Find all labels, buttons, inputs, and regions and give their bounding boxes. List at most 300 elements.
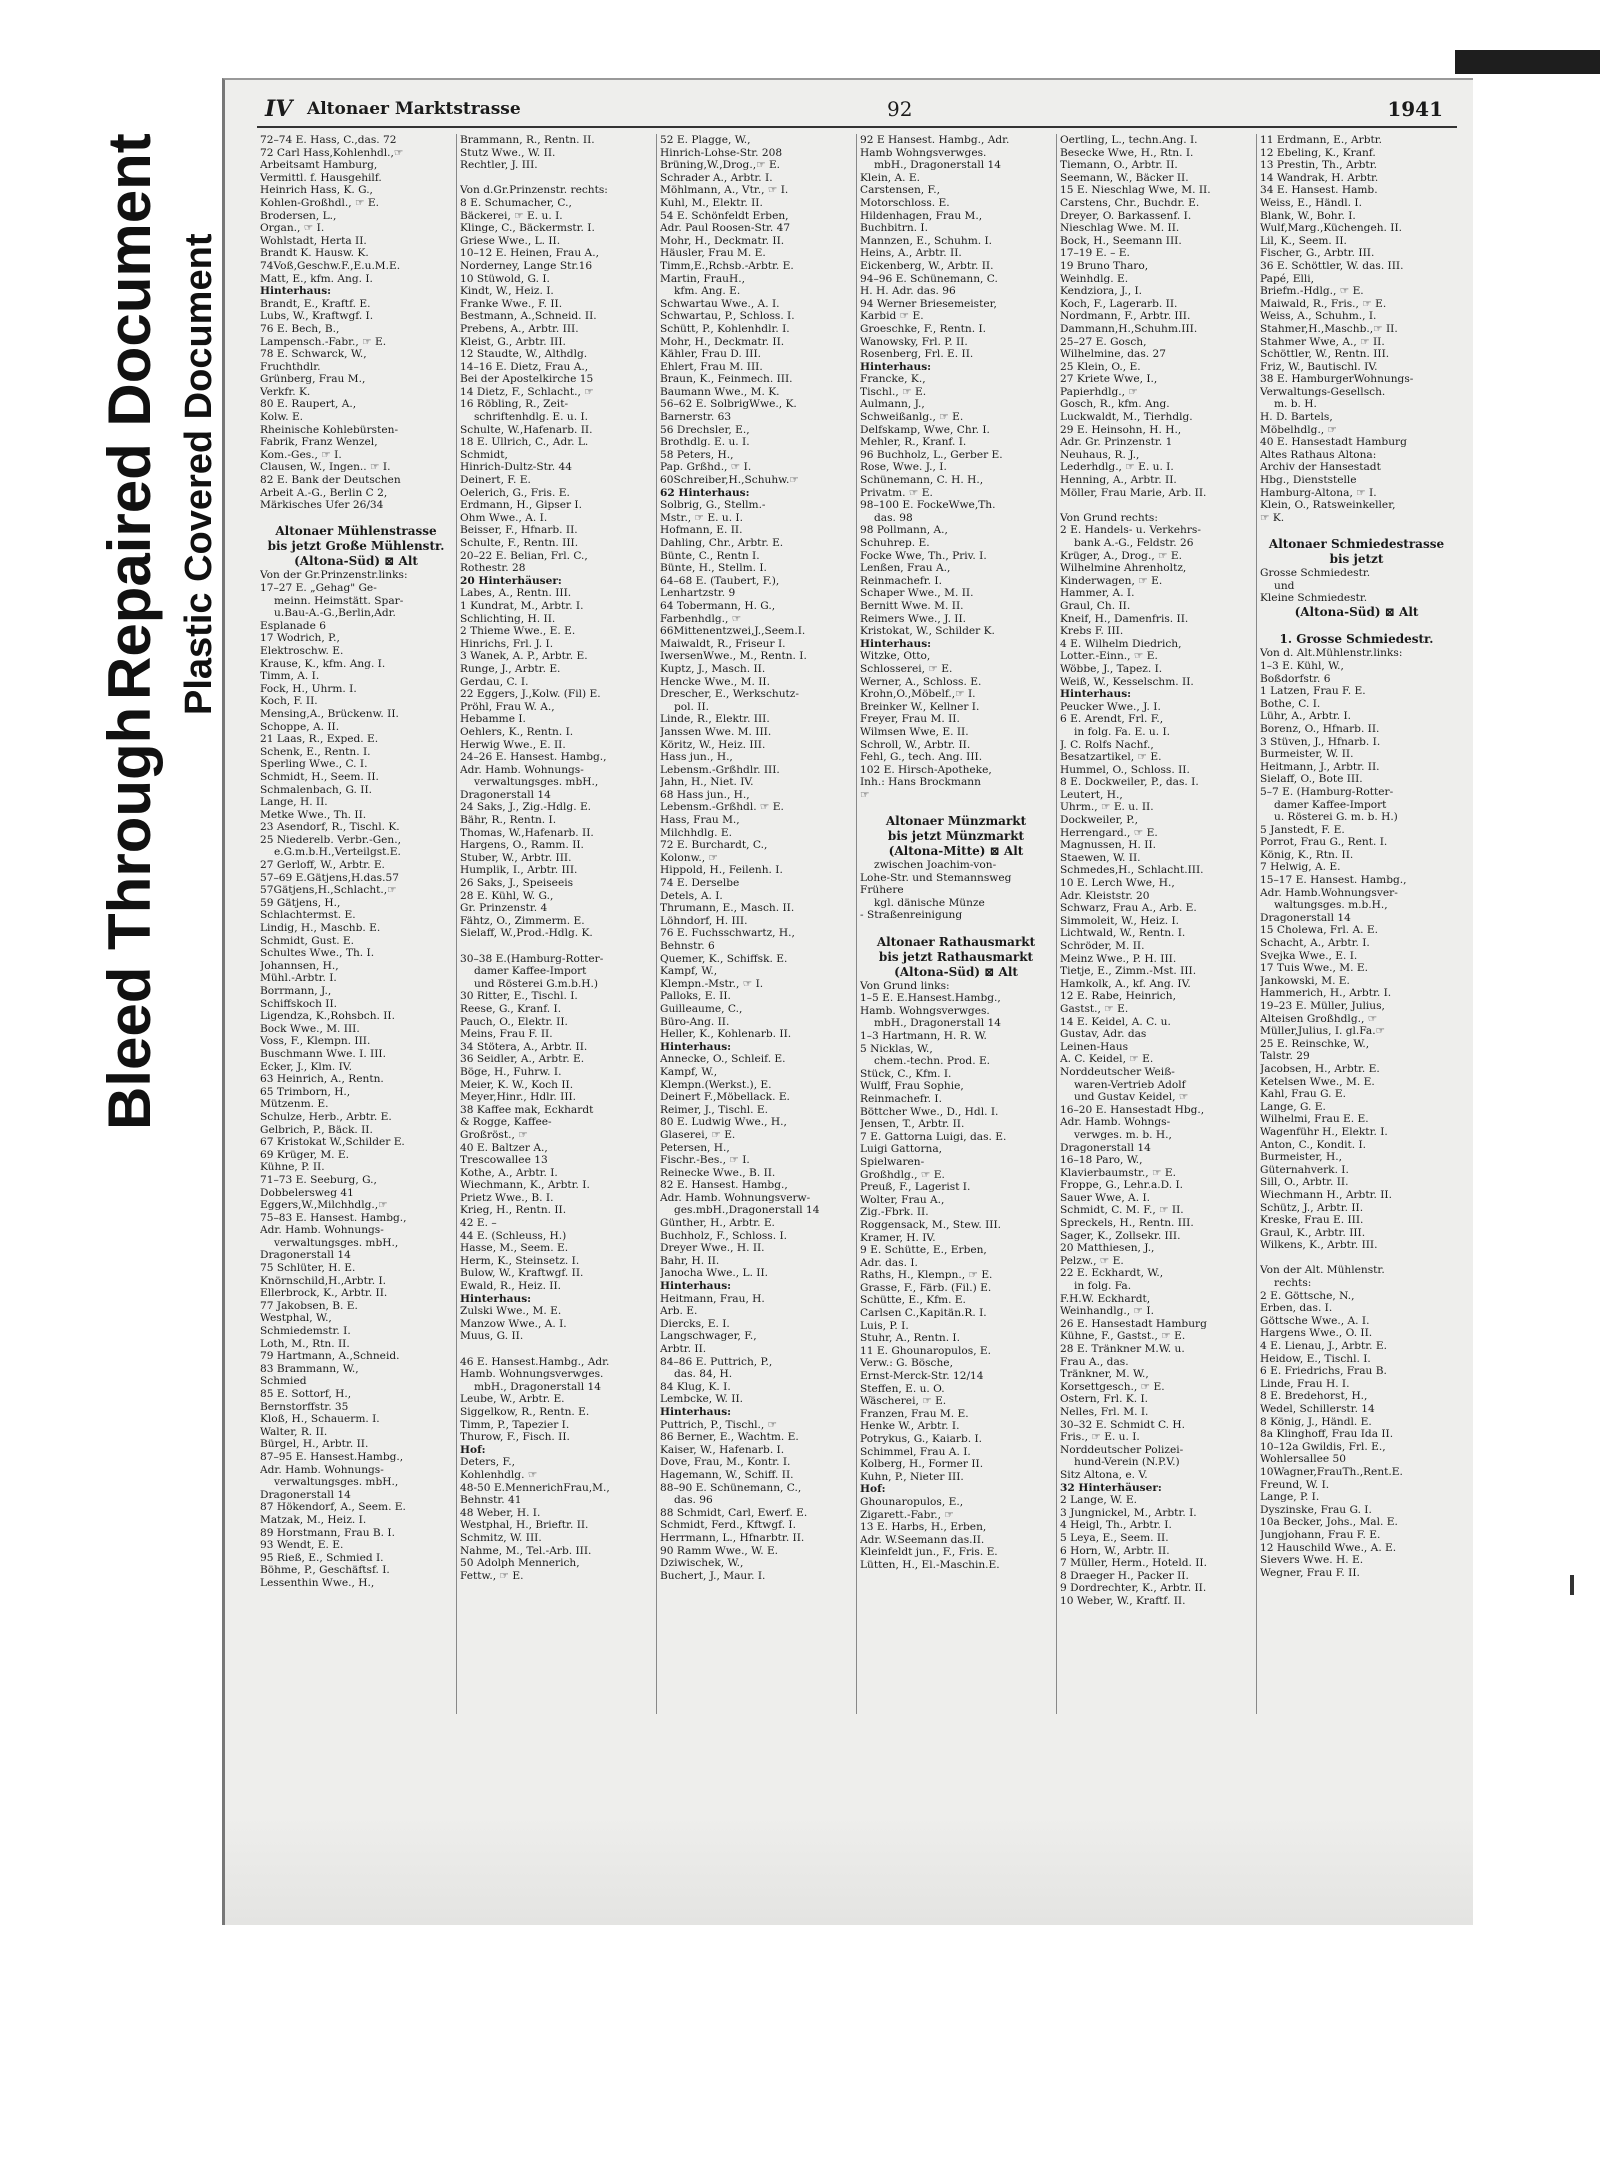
- directory-line: Schoppe, A. II.: [260, 720, 340, 733]
- directory-line: Focke Wwe, Th., Priv. I.: [860, 549, 987, 562]
- directory-line: 50 Adolph Mennerich,: [460, 1557, 580, 1570]
- directory-line: Hinrich-Dultz-Str. 44: [460, 461, 572, 474]
- directory-line: Besatzartikel, ☞ E.: [1060, 751, 1162, 764]
- directory-line: (Altona-Süd) ⊠ Alt: [894, 964, 1018, 979]
- directory-line: Klempn.-Mstr., ☞ I.: [660, 977, 764, 990]
- directory-line: 4 E. Wilhelm Diedrich,: [1060, 637, 1182, 650]
- directory-line: Frau A., das.: [1060, 1355, 1129, 1368]
- directory-line: Ohm Wwe., A. I.: [460, 511, 548, 524]
- directory-line: Ecker, J., Klm. IV.: [260, 1060, 352, 1073]
- directory-line: Reimers Wwe., J. II.: [860, 612, 967, 625]
- directory-line: Kramer, H. IV.: [860, 1231, 936, 1244]
- directory-line: Stück, C., Kfm. I.: [860, 1067, 952, 1080]
- directory-line: Graul, Ch. II.: [1060, 599, 1131, 612]
- directory-line: Leinen-Haus: [1060, 1040, 1129, 1053]
- directory-line: Hinrichs, Frl. J. I.: [460, 637, 554, 650]
- directory-line: Kreske, Frau E. III.: [1260, 1214, 1364, 1227]
- directory-line: 72 Carl Hass,Kohlenhdl.,☞: [260, 146, 404, 159]
- directory-line: bank A.-G., Feldstr. 26: [1074, 537, 1194, 549]
- directory-line: Heidow, E., Tischl. I.: [1260, 1352, 1371, 1365]
- directory-line: Hinterhaus:: [660, 1280, 732, 1293]
- directory-line: Buchbitrn. I.: [860, 222, 928, 235]
- directory-line: Fruchthdlr.: [260, 360, 321, 373]
- directory-line: damer Kaffee-Import: [1274, 798, 1387, 811]
- directory-line: Prebens, A., Arbtr. III.: [460, 322, 579, 335]
- directory-line: Günther, H., Arbtr. E.: [660, 1217, 775, 1230]
- directory-line: Adr. Hamb. Wohnungs-: [260, 1224, 384, 1237]
- directory-line: Labes, A., Rentn. III.: [460, 587, 572, 600]
- directory-line: 80 E. Raupert, A.,: [260, 398, 357, 411]
- directory-line: Schmied: [260, 1375, 307, 1388]
- directory-line: 8 E. Dockweiler, P., das. I.: [1060, 776, 1199, 789]
- directory-line: 75 Schlüter, H. E.: [260, 1262, 356, 1275]
- directory-line: Milchhdlg. E.: [660, 826, 732, 839]
- directory-line: Langschwager, F.,: [660, 1330, 757, 1343]
- directory-line: Barnerstr. 63: [660, 411, 732, 424]
- directory-line: Adr. Hamb.Wohnungsver-: [1260, 886, 1398, 899]
- directory-line: Wanowsky, Frl. P. II.: [860, 335, 968, 348]
- directory-line: Wedel, Schillerstr. 14: [1260, 1403, 1375, 1415]
- directory-line: 17 Wodrich, P.,: [260, 632, 340, 645]
- directory-line: Quemer, K., Schiffsk. E.: [660, 952, 788, 965]
- directory-line: 36 Seidler, A., Arbtr. E.: [460, 1053, 585, 1066]
- directory-line: Zulski Wwe., M. E.: [460, 1305, 562, 1318]
- directory-line: 9 E. Schütte, E., Erben,: [860, 1244, 987, 1257]
- directory-line: Steffen, E. u. O.: [860, 1382, 945, 1395]
- directory-line: 10 Weber, W., Kraftf. II.: [1060, 1594, 1186, 1607]
- directory-line: bis jetzt Rathausmarkt: [878, 949, 1034, 964]
- directory-line: Hinterhaus:: [660, 1040, 732, 1053]
- directory-line: Schulte, W.,Hafenarb. II.: [460, 423, 593, 436]
- directory-line: (Altona-Süd) ⊠ Alt: [294, 554, 418, 569]
- directory-line: Lange, P. I.: [1260, 1491, 1320, 1504]
- directory-line: Wilhelmi, Frau E. E.: [1260, 1113, 1369, 1126]
- directory-line: Friz, W., Bautischl. IV.: [1260, 360, 1378, 373]
- directory-line: 10–12a Gwildis, Frl. E.,: [1260, 1440, 1386, 1453]
- directory-line: Gustav, Adr. das: [1060, 1028, 1147, 1041]
- directory-line: Esplanade 6: [260, 619, 326, 632]
- directory-line: Karbid ☞ E.: [860, 310, 924, 323]
- directory-line: 59 Gätjens, H.,: [260, 896, 341, 909]
- directory-line: Tiemann, O., Arbtr. II.: [1060, 159, 1178, 172]
- directory-line: 1 Latzen, Frau F. E.: [1260, 685, 1366, 698]
- directory-line: Dahling, Chr., Arbtr. E.: [660, 537, 784, 549]
- directory-line: Schenk, E., Rentn. I.: [260, 745, 371, 758]
- directory-line: Brammann, R., Rentn. II.: [460, 134, 595, 146]
- directory-line: das. 98: [874, 511, 913, 524]
- directory-line: Von d.Gr.Prinzenstr. rechts:: [460, 184, 608, 197]
- directory-line: Timm, A. I.: [260, 670, 320, 683]
- directory-line: Organ., ☞ I.: [260, 222, 325, 235]
- directory-line: Annecke, O., Schleif. E.: [660, 1053, 786, 1066]
- directory-line: 57Gätjens,H.,Schlacht.,☞: [260, 884, 397, 897]
- directory-line: 52 E. Plagge, W.,: [660, 134, 751, 146]
- directory-line: Braun, K., Feinmech. III.: [660, 373, 793, 386]
- directory-line: 67 Kristokat W.,Schilder E.: [260, 1136, 405, 1149]
- directory-line: Sill, O., Arbtr. II.: [1260, 1176, 1349, 1189]
- directory-line: 30–32 E. Schmidt C. H.: [1060, 1418, 1186, 1431]
- directory-line: 30–38 E.(Hamburg-Rotter-: [460, 952, 604, 965]
- directory-line: Weiss, E., Händl. I.: [1260, 196, 1362, 209]
- directory-line: Deinert F.,Möbellack. E.: [660, 1091, 790, 1104]
- directory-line: Siggelkow, R., Rentn. E.: [460, 1405, 590, 1418]
- directory-line: 17–27 E. „Gehag" Ge-: [260, 582, 377, 594]
- directory-line: Seemann, W., Bäcker II.: [1060, 171, 1189, 184]
- directory-line: 40 E. Baltzer A.,: [460, 1141, 548, 1154]
- directory-line: 68 Hass jun., H.,: [660, 788, 750, 801]
- directory-line: 74 E. Derselbe: [660, 877, 740, 890]
- directory-line: 14 Wandrak, H. Arbtr.: [1260, 171, 1379, 184]
- directory-line: 7 Helwig, A. E.: [1260, 861, 1341, 874]
- directory-line: Mützenm. E.: [260, 1098, 329, 1111]
- directory-line: Carlsen C.,Kapitän.R. I.: [860, 1307, 987, 1320]
- directory-line: Fris., ☞ E. u. I.: [1060, 1431, 1140, 1444]
- directory-line: Nordmann, F., Arbtr. III.: [1060, 310, 1191, 323]
- directory-line: Kahl, Frau G. E.: [1260, 1088, 1347, 1101]
- directory-line: Klempn.(Werkst.), E.: [660, 1078, 772, 1091]
- directory-line: Kindt, W., Heiz. I.: [460, 285, 554, 298]
- directory-line: Kneif, H., Damenfris. II.: [1060, 612, 1189, 625]
- directory-line: Brüning,W.,Drog.,☞ E.: [660, 159, 781, 172]
- directory-line: Pauch, O., Elektr. II.: [460, 1015, 568, 1028]
- directory-line: 2 Lange, W. E.: [1060, 1494, 1137, 1507]
- directory-line: Verkfr. K.: [260, 385, 311, 398]
- directory-line: Grünberg, Frau M.,: [260, 373, 366, 386]
- directory-line: Schütte, E., Kfm. E.: [860, 1294, 966, 1307]
- directory-line: 10 E. Lerch Wwe, H.,: [1060, 877, 1175, 890]
- directory-line: Jacobsen, H., Arbtr. E.: [1260, 1062, 1380, 1075]
- directory-line: [460, 1343, 652, 1356]
- directory-line: Meins, Frau F. II.: [460, 1028, 553, 1041]
- directory-line: Loth, M., Rtn. II.: [260, 1337, 350, 1350]
- directory-line: Lubs, W., Kraftwgf. I.: [260, 310, 374, 323]
- directory-line: Diercks, E. I.: [660, 1317, 730, 1330]
- directory-line: 21 Laas, R., Exped. E.: [260, 733, 379, 746]
- directory-line: Dragonerstall 14: [460, 788, 551, 801]
- directory-line: Reimer, J., Tischl. E.: [660, 1103, 768, 1116]
- page-bottom-margin: [225, 1815, 1473, 1925]
- directory-line: Wegner, Frau F. II.: [1260, 1566, 1360, 1579]
- directory-line: 12 Staudte, W., Althdlg.: [460, 348, 588, 361]
- directory-line: Hbg., Dienststelle: [1260, 474, 1357, 487]
- directory-line: Martin, FrauH.,: [660, 272, 745, 285]
- directory-line: Lange, G. E.: [1260, 1100, 1326, 1113]
- directory-line: Lembcke, W. II.: [660, 1393, 743, 1406]
- directory-line: 56–62 E. SolbrigWwe., K.: [660, 398, 797, 411]
- directory-line: m. b. H.: [1274, 398, 1317, 411]
- directory-line: bis jetzt: [1329, 552, 1384, 566]
- directory-line: Bürgel, H., Arbtr. II.: [260, 1438, 369, 1451]
- directory-line: Erben, das. I.: [1260, 1302, 1333, 1315]
- directory-line: 2 E. Handels- u. Verkehrs-: [1060, 524, 1201, 537]
- directory-line: 60Schreiber,H.,Schuhw.☞: [660, 474, 799, 487]
- directory-line: Tränkner, M. W.,: [1060, 1368, 1149, 1381]
- directory-line: 6 Horn, W., Arbtr. II.: [1060, 1544, 1170, 1557]
- directory-line: 87 Hökendorf, A., Seem. E.: [260, 1501, 406, 1514]
- directory-line: 11 E. Ghounaropulos, E.: [860, 1344, 992, 1357]
- directory-line: Francke, K.,: [860, 373, 926, 386]
- directory-line: 74Voß,Geschw.F.,E.u.M.E.: [260, 259, 401, 272]
- directory-line: 3 Stüven, J., Hfnarb. I.: [1260, 735, 1381, 748]
- directory-line: Sperling Wwe., C. I.: [260, 758, 368, 771]
- directory-line: 85 E. Sottorf, H.,: [260, 1388, 352, 1400]
- directory-line: und Gustav Keidel, ☞: [1074, 1091, 1189, 1104]
- directory-line: Großröst., ☞: [460, 1128, 528, 1141]
- directory-line: Hinterhaus:: [860, 360, 932, 373]
- directory-line: Eggers,W.,Milchhdlg.,☞: [260, 1199, 388, 1212]
- directory-line: Von der Gr.Prinzenstr.links:: [260, 569, 408, 582]
- directory-line: 75–83 E. Hansest. Hambg.,: [260, 1211, 407, 1224]
- directory-line: 82 E. Hansest. Hambg.,: [660, 1179, 788, 1192]
- directory-line: Oertling, L., techn.Ang. I.: [1060, 134, 1198, 146]
- directory-line: und Rösterei G.m.b.H.): [474, 977, 598, 990]
- directory-line: bis jetzt Große Mühlenstr.: [267, 539, 445, 554]
- directory-line: 72 E. Burchardt, C.,: [660, 839, 768, 852]
- directory-line: Kolw. E.: [260, 411, 304, 424]
- directory-line: Schiffskoch II.: [260, 997, 338, 1010]
- directory-line: Schrader A., Arbtr. I.: [660, 171, 773, 184]
- directory-column-3: [657, 134, 857, 1714]
- directory-line: Kühne, F., Gastst., ☞ E.: [1060, 1330, 1186, 1343]
- bleed-through-label: Bleed Through: [96, 706, 163, 1130]
- directory-line: Farbenhdlg., ☞: [660, 612, 742, 625]
- directory-line: verwaltungsges. mbH.,: [274, 1236, 399, 1249]
- directory-line: Maiwaldt, R., Friseur I.: [660, 637, 786, 650]
- directory-line: Böge, H., Fuhrw. I.: [460, 1065, 562, 1078]
- directory-line: Ehlert, Frau M. III.: [660, 360, 763, 373]
- directory-line: Kuhn, P., Nieter III.: [860, 1470, 964, 1483]
- directory-line: Rothestr. 28: [460, 562, 526, 575]
- directory-line: Kähler, Frau D. III.: [660, 348, 762, 361]
- directory-line: Magnussen, H. II.: [1060, 839, 1157, 852]
- directory-line: 77 Jakobsen, B. E.: [260, 1299, 358, 1312]
- directory-line: 48 Weber, H. I.: [460, 1506, 541, 1519]
- directory-line: mbH., Dragonerstall 14: [874, 1017, 1001, 1030]
- directory-line: Nahme, M., Tel.-Arb. III.: [460, 1544, 592, 1557]
- directory-line: Hamkolk, A., kf. Ang. IV.: [1060, 977, 1191, 990]
- directory-line: Bock, H., Seemann III.: [1060, 234, 1182, 247]
- directory-line: Sauer Wwe, A. I.: [1060, 1191, 1150, 1204]
- directory-line: Weiss, A., Schuhm., I.: [1260, 310, 1377, 323]
- directory-line: 64 Tobermann, H. G.,: [660, 599, 776, 612]
- directory-line: Von der Alt. Mühlenstr.: [1260, 1264, 1385, 1277]
- directory-line: Borrmann, J.,: [260, 985, 332, 997]
- directory-line: Hass jun., H.,: [660, 751, 733, 764]
- directory-line: Fehl, G., tech. Ang. III.: [860, 751, 983, 764]
- directory-line: mbH., Dragonerstall 14: [474, 1380, 601, 1393]
- directory-line: Gastst., ☞ E.: [1060, 1002, 1129, 1015]
- directory-line: Altonaer Schmiedestrasse: [1268, 537, 1445, 551]
- directory-line: 8 König, J., Händl. E.: [1260, 1415, 1372, 1428]
- directory-line: Sager, K., Zollsekr. III.: [1060, 1229, 1181, 1242]
- directory-line: 5–7 E. (Hamburg-Rotter-: [1260, 785, 1394, 798]
- directory-line: schriftenhdlg. E. u. I.: [474, 411, 589, 424]
- directory-line: Buchert, J., Maur. I.: [660, 1569, 766, 1582]
- directory-line: 38 E. HamburgerWohnungs-: [1260, 373, 1414, 386]
- directory-line: Buchholz, F., Schloss. I.: [660, 1229, 788, 1242]
- directory-line: Adr. W.Seemann das.II.: [860, 1533, 985, 1546]
- directory-line: Franke Wwe., F. II.: [460, 297, 563, 310]
- directory-columns: [257, 134, 1457, 1714]
- directory-line: Stahmer Wwe, A., ☞ II.: [1260, 335, 1385, 348]
- directory-line: Witzke, Otto,: [860, 650, 931, 663]
- directory-line: Manzow Wwe., A. I.: [460, 1317, 567, 1330]
- directory-line: Märkisches Ufer 26/34: [260, 499, 384, 512]
- directory-line: Hildenhagen, Frau M.,: [860, 209, 983, 222]
- directory-line: Heller, K., Kohlenarb. II.: [660, 1028, 792, 1041]
- directory-line: 22 Eggers, J.,Kolw. (Fil) E.: [460, 688, 601, 701]
- directory-line: 8 Draeger H., Packer II.: [1060, 1569, 1189, 1582]
- directory-line: Kleine Schmiedestr.: [1260, 592, 1368, 605]
- directory-line: Kendziora, J., I.: [1060, 285, 1143, 298]
- scanned-page: [222, 78, 1473, 1925]
- directory-line: Alteisen Großhdlg., ☞: [1260, 1012, 1378, 1025]
- directory-line: Freund, W. I.: [1260, 1478, 1330, 1491]
- directory-line: 84 Klug, K. I.: [660, 1380, 731, 1393]
- directory-line: 102 E. Hirsch-Apotheke,: [860, 763, 992, 776]
- directory-line: Mannzen, E., Schuhm. I.: [860, 234, 993, 247]
- directory-line: 12 Hauschild Wwe., A. E.: [1260, 1541, 1397, 1554]
- directory-line: Wiechmann, K., Arbtr. I.: [460, 1179, 590, 1192]
- directory-line: Humplik, I., Arbtr. III.: [460, 864, 578, 877]
- directory-line: Sievers Wwe. H. E.: [1260, 1554, 1364, 1567]
- directory-line: Hofmann, E. II.: [660, 524, 743, 537]
- directory-line: Kom.-Ges., ☞ I.: [260, 448, 342, 461]
- directory-line: Hippold, H., Feilenh. I.: [660, 864, 783, 877]
- directory-line: Schulze, Herb., Arbtr. E.: [260, 1110, 392, 1123]
- directory-line: Mstr., ☞ E. u. I.: [660, 511, 743, 524]
- directory-line: Stutz Wwe., W. II.: [460, 146, 556, 159]
- directory-line: Nieschlag Wwe. M. II.: [1060, 222, 1180, 235]
- directory-line: kfm. Ang. E.: [674, 285, 741, 298]
- directory-line: Simmoleit, W., Heiz. I.: [1060, 914, 1180, 927]
- directory-line: Reinmachefr. I.: [860, 574, 942, 587]
- directory-line: Schroll, W., Arbtr. II.: [860, 738, 971, 751]
- directory-line: ges.mbH.,Dragonerstall 14: [674, 1204, 820, 1217]
- directory-line: Weiß, W., Kesselschm. II.: [1060, 675, 1194, 688]
- directory-line: Sielaff, W.,Prod.-Hdlg. K.: [460, 927, 593, 940]
- directory-line: Privatm. ☞ E.: [860, 486, 933, 499]
- directory-line: Porrot, Frau G., Rent. I.: [1260, 836, 1388, 849]
- directory-line: Dragonerstall 14: [1060, 1141, 1151, 1154]
- directory-line: [1260, 524, 1453, 537]
- directory-line: 25–27 E. Gosch,: [1060, 335, 1147, 348]
- directory-line: in folg. Fa.: [1074, 1280, 1132, 1293]
- directory-line: 98 Pollmann, A.,: [860, 524, 948, 537]
- directory-line: Roggensack, M., Stew. III.: [860, 1218, 1002, 1231]
- directory-line: Meinz Wwe., P. H. III.: [1060, 952, 1177, 965]
- directory-line: Schweißanlg., ☞ E.: [860, 411, 964, 424]
- directory-line: Hargens, O., Ramm. II.: [460, 839, 584, 852]
- directory-line: Schlachtermst. E.: [260, 909, 356, 922]
- directory-line: Von Grund links:: [860, 979, 950, 992]
- directory-line: Timm,E.,Rchsb.-Arbtr. E.: [660, 259, 794, 272]
- directory-line: Behnstr. 41: [460, 1494, 522, 1507]
- directory-line: 10a Becker, Johs., Mal. E.: [1260, 1516, 1398, 1529]
- directory-line: 1. Grosse Schmiedestr.: [1279, 632, 1434, 647]
- directory-line: [260, 512, 452, 525]
- directory-line: Bei der Apostelkirche 15: [460, 373, 594, 386]
- directory-line: Schacht, A., Arbtr. I.: [1260, 937, 1370, 950]
- directory-line: Krieg, H., Rentn. II.: [460, 1204, 567, 1217]
- directory-line: Ostern, Frl. K. I.: [1060, 1393, 1149, 1406]
- directory-line: Heitmann, J., Arbtr. II.: [1260, 760, 1380, 773]
- directory-line: 48-50 E.MennerichFrau,M.,: [460, 1481, 610, 1494]
- directory-line: verwaltungsges. mbH.,: [274, 1476, 399, 1489]
- directory-line: 14 Dietz, F., Schlacht., ☞: [460, 385, 594, 398]
- directory-line: 2 E. Göttsche, N.,: [1260, 1289, 1355, 1302]
- directory-line: Heinrich Hass, K. G.,: [260, 184, 373, 197]
- directory-line: Hasse, M., Seem. E.: [460, 1242, 569, 1255]
- directory-line: Freyer, Frau M. II.: [860, 713, 960, 726]
- directory-line: Sitz Altona, e. V.: [1060, 1468, 1148, 1481]
- plastic-covered-label: Plastic Covered Document: [178, 233, 220, 715]
- directory-line: Detels, A. I.: [660, 889, 723, 902]
- directory-line: Westphal, H., Brieftr. II.: [460, 1519, 589, 1532]
- directory-line: 94 Werner Briesemeister,: [860, 297, 997, 310]
- directory-line: Kampf, W.,: [660, 965, 718, 978]
- directory-line: in folg. Fa. E. u. I.: [1074, 725, 1171, 738]
- directory-line: 26 E. Hansestadt Hamburg: [1060, 1317, 1207, 1330]
- directory-line: Jankowski, M. E.: [1260, 974, 1350, 987]
- directory-line: 11 Erdmann, E., Arbtr.: [1260, 134, 1383, 146]
- directory-line: 2 Thieme Wwe., E. E.: [460, 625, 576, 638]
- directory-line: 19 Bruno Tharo,: [1060, 259, 1149, 272]
- directory-line: 82 E. Bank der Deutschen: [260, 474, 401, 487]
- directory-line: hund-Verein (N.P.V.): [1074, 1456, 1180, 1469]
- directory-line: 87–95 E. Hansest.Hambg.,: [260, 1450, 404, 1463]
- directory-line: Hinterhaus:: [1060, 688, 1132, 701]
- directory-line: 8a Klinghoff, Frau Ida II.: [1260, 1428, 1394, 1441]
- directory-line: 80 E. Ludwig Wwe., H.,: [660, 1116, 787, 1129]
- repaired-document-label: Repaired Document: [96, 133, 163, 700]
- directory-line: Dammann,H.,Schuhm.III.: [1060, 322, 1198, 335]
- directory-line: Carstensen, F.,: [860, 184, 940, 197]
- directory-line: 24 Saks, J., Zig.-Hdlg. E.: [460, 801, 592, 814]
- directory-line: 9 Dordrechter, K., Arbtr. II.: [1060, 1582, 1207, 1595]
- directory-line: Spielwaren-: [860, 1155, 925, 1168]
- directory-line: Vermittl. f. Hausgehilf.: [260, 171, 382, 184]
- directory-line: Pap. Grßhd., ☞ I.: [660, 461, 752, 474]
- directory-line: Timm, P., Tapezier I.: [460, 1418, 570, 1431]
- directory-line: Adr. Hamb. Wohngs-: [1060, 1116, 1171, 1129]
- directory-line: 1–3 E. Kühl, W.,: [1260, 659, 1344, 672]
- directory-line: Brodersen, L.,: [260, 209, 337, 222]
- directory-line: Hof:: [460, 1443, 486, 1456]
- directory-line: 10–12 E. Heinen, Frau A.,: [460, 247, 599, 260]
- directory-line: Clausen, W., Ingen.. ☞ I.: [260, 461, 391, 474]
- directory-line: Grasse, F., Färb. (Fil.) E.: [860, 1281, 992, 1294]
- directory-line: [460, 940, 652, 953]
- directory-line: Thomas, W.,Hafenarb. II.: [460, 826, 594, 839]
- directory-line: Oelerich, G., Fris. E.: [460, 486, 570, 499]
- directory-line: Henke W., Arbtr. I.: [860, 1420, 960, 1433]
- directory-line: Bahr, H. II.: [660, 1254, 720, 1267]
- directory-line: Griese Wwe., L. II.: [460, 234, 561, 247]
- directory-line: das. 96: [674, 1494, 713, 1507]
- directory-line: Hamb. Wohnungsverwges.: [460, 1368, 604, 1381]
- directory-line: Anton, C., Kondit. I.: [1260, 1138, 1367, 1151]
- directory-line: Reinecke Wwe., B. II.: [660, 1166, 776, 1179]
- directory-line: ☞: [860, 788, 870, 801]
- directory-line: Schütz, J., Arbtr. II.: [1260, 1201, 1364, 1214]
- directory-line: Wöbbe, J., Tapez. I.: [1060, 662, 1163, 675]
- directory-line: 10Wagner,FrauTh.,Rent.E.: [1260, 1465, 1403, 1478]
- directory-line: Erdmann, H., Gipser I.: [460, 499, 582, 512]
- directory-line: Metke Wwe., Th. II.: [260, 808, 367, 821]
- directory-line: Lenhartzstr. 9: [660, 587, 736, 600]
- directory-line: 6 E. Friedrichs, Frau B.: [1260, 1365, 1387, 1378]
